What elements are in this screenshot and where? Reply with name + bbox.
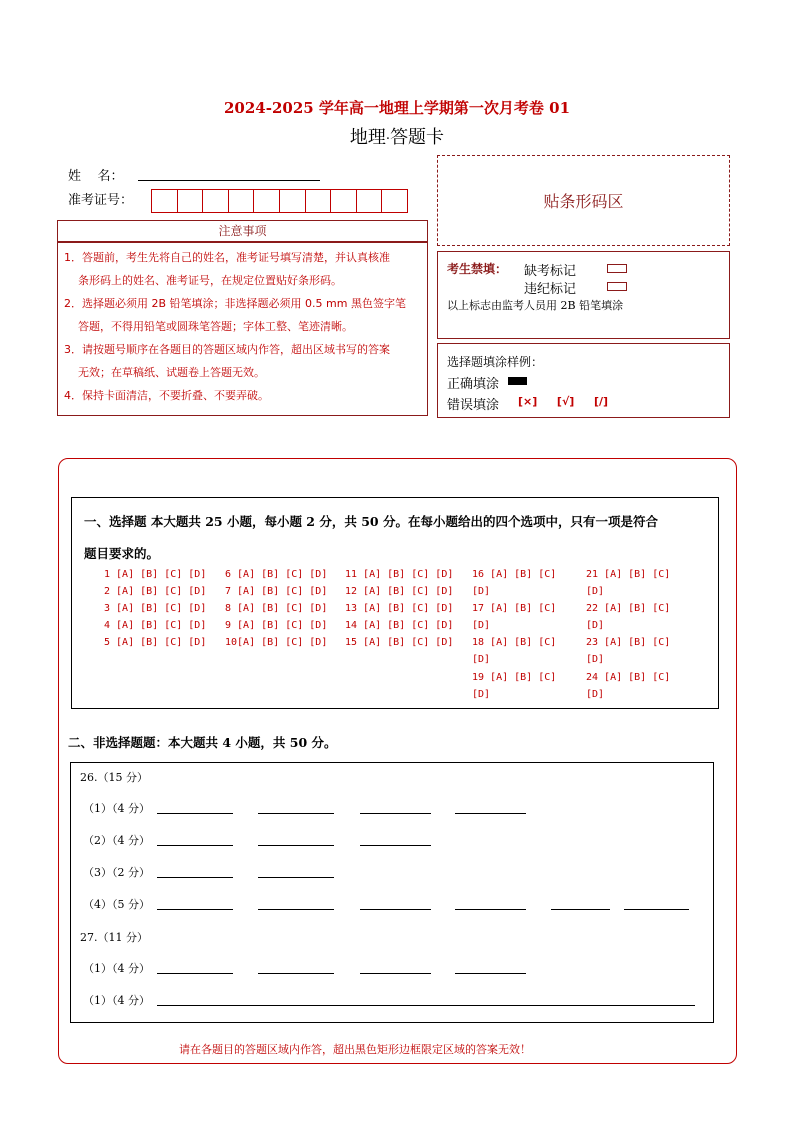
answer-blank[interactable] — [624, 909, 689, 910]
proctor-only-title: 考生禁填： — [447, 262, 508, 276]
mc-option-row[interactable]: 21 [A] [B] [C] — [586, 569, 671, 580]
mc-option-row[interactable]: 8 [A] [B] [C] [D] — [225, 603, 328, 614]
footer-warning: 请在各题目的答题区域内作答，超出黑色矩形边框限定区域的答案无效！ — [179, 1043, 531, 1056]
q26-part-label: （1）（4 分） — [83, 802, 150, 815]
non-choice-box — [70, 762, 714, 1023]
mc-option-d[interactable]: [D] — [586, 586, 605, 597]
mc-option-d[interactable]: [D] — [472, 586, 491, 597]
name-field[interactable] — [138, 180, 320, 181]
notice-line: 3．请按题号顺序在各题目的答题区域内作答，超出区域书写的答案 — [64, 343, 390, 356]
card-type-label: 答题卡 — [390, 127, 445, 148]
notice-line: 答题，不得用铅笔或圆珠笔答题；字体工整、笔迹清晰。 — [78, 320, 353, 333]
notice-line: 2．选择题必须用 2B 铅笔填涂；非选择题必须用 0.5 mm 黑色签字笔 — [64, 297, 406, 310]
wrong-fill-label: 错误填涂 — [447, 398, 500, 413]
q26-part-label: （2）（4 分） — [83, 834, 150, 847]
answer-blank[interactable] — [157, 877, 233, 878]
id-digit-box[interactable] — [229, 190, 255, 212]
answer-blank[interactable] — [455, 813, 526, 814]
q26-part-label: （3）（2 分） — [83, 866, 150, 879]
correct-fill-example — [508, 377, 527, 385]
id-digit-box[interactable] — [382, 190, 407, 212]
id-digit-box[interactable] — [280, 190, 306, 212]
mc-option-row[interactable]: 2 [A] [B] [C] [D] — [104, 586, 207, 597]
mc-option-d[interactable]: [D] — [586, 689, 605, 700]
mc-option-row[interactable]: 12 [A] [B] [C] [D] — [345, 586, 454, 597]
question-26-label: 26.（15 分） — [80, 771, 148, 784]
answer-blank[interactable] — [360, 845, 431, 846]
correct-fill-label: 正确填涂 — [447, 377, 500, 392]
q27-part-label: （1）（4 分） — [83, 962, 150, 975]
id-digit-box[interactable] — [254, 190, 280, 212]
subject-label: 地理 — [349, 127, 386, 148]
mc-option-row[interactable]: 10[A] [B] [C] [D] — [225, 637, 328, 648]
mc-option-row[interactable]: 14 [A] [B] [C] [D] — [345, 620, 454, 631]
answer-blank[interactable] — [157, 909, 233, 910]
mc-option-row[interactable]: 15 [A] [B] [C] [D] — [345, 637, 454, 648]
id-digit-box[interactable] — [331, 190, 357, 212]
mc-option-d[interactable]: [D] — [472, 620, 491, 631]
notice-box — [57, 242, 428, 416]
mc-heading-line: 一、选择题 本大题共 25 小题，每小题 2 分，共 50 分。在每小题给出的四个选项中，只有一项是符合 — [84, 514, 658, 529]
id-digit-box[interactable] — [203, 190, 229, 212]
exam-id-label: 准考证号： — [68, 193, 134, 208]
mc-option-row[interactable]: 6 [A] [B] [C] [D] — [225, 569, 328, 580]
q26-part-label: （4）（5 分） — [83, 898, 150, 911]
answer-blank[interactable] — [360, 973, 431, 974]
question-27-label: 27.（11 分） — [80, 931, 148, 944]
mc-option-row[interactable]: 5 [A] [B] [C] [D] — [104, 637, 207, 648]
mc-option-row[interactable]: 4 [A] [B] [C] [D] — [104, 620, 207, 631]
answer-blank[interactable] — [157, 973, 233, 974]
notice-line: 1．答题前，考生先将自己的姓名，准考证号填写清楚，并认真核准 — [64, 251, 390, 264]
mc-heading — [84, 506, 710, 570]
answer-blank[interactable] — [360, 813, 431, 814]
id-digit-box[interactable] — [178, 190, 204, 212]
subtitle-dot: · — [385, 132, 391, 147]
notice-line: 4．保持卡面清洁，不要折叠、不要弄破。 — [64, 389, 269, 402]
id-digit-box[interactable] — [152, 190, 178, 212]
answer-blank[interactable] — [258, 973, 334, 974]
answer-blank[interactable] — [258, 845, 334, 846]
mc-option-d[interactable]: [D] — [472, 654, 491, 665]
fill-sample-title: 选择题填涂样例： — [447, 355, 544, 369]
notice-heading: 注意事项 — [57, 220, 428, 242]
mc-option-d[interactable]: [D] — [586, 654, 605, 665]
answer-blank[interactable] — [157, 845, 233, 846]
answer-blank[interactable] — [455, 909, 526, 910]
mc-option-row[interactable]: 13 [A] [B] [C] [D] — [345, 603, 454, 614]
answer-blank[interactable] — [258, 909, 334, 910]
mc-option-row[interactable]: 9 [A] [B] [C] [D] — [225, 620, 328, 631]
answer-blank[interactable] — [157, 813, 233, 814]
wrong-fill-examples: [×] [√] [/] — [518, 395, 609, 408]
fill-sample-box — [437, 343, 730, 418]
id-digit-box[interactable] — [357, 190, 383, 212]
absent-label: 缺考标记 — [524, 264, 577, 279]
mc-option-row[interactable]: 18 [A] [B] [C] — [472, 637, 557, 648]
mc-option-row[interactable]: 17 [A] [B] [C] — [472, 603, 557, 614]
mc-option-row[interactable]: 11 [A] [B] [C] [D] — [345, 569, 454, 580]
mc-option-row[interactable]: 7 [A] [B] [C] [D] — [225, 586, 328, 597]
non-choice-heading: 二、非选择题题：本大题共 4 小题，共 50 分。 — [68, 735, 337, 750]
exam-title: 2024-2025 学年高一地理上学期第一次月考卷 01 — [223, 99, 571, 117]
mc-option-row[interactable]: 1 [A] [B] [C] [D] — [104, 569, 207, 580]
absent-mark-box[interactable] — [607, 264, 627, 273]
exam-id-boxes[interactable] — [151, 189, 408, 213]
mc-option-row[interactable]: 19 [A] [B] [C] — [472, 672, 557, 683]
proctor-only-box — [437, 251, 730, 339]
answer-blank[interactable] — [455, 973, 526, 974]
q27-part-label: （1）（4 分） — [83, 994, 150, 1007]
violation-mark-box[interactable] — [607, 282, 627, 291]
notice-line: 无效；在草稿纸、试题卷上答题无效。 — [78, 366, 265, 379]
violation-label: 违纪标记 — [524, 282, 577, 297]
id-digit-box[interactable] — [306, 190, 332, 212]
answer-blank[interactable] — [258, 877, 334, 878]
mc-option-row[interactable]: 23 [A] [B] [C] — [586, 637, 671, 648]
mc-heading-line: 题目要求的。 — [84, 546, 160, 561]
answer-blank[interactable] — [258, 813, 334, 814]
mc-option-row[interactable]: 24 [A] [B] [C] — [586, 672, 671, 683]
mc-option-d[interactable]: [D] — [472, 689, 491, 700]
proctor-note: 以上标志由监考人员用 2B 铅笔填涂 — [447, 299, 624, 312]
mc-option-row[interactable]: 16 [A] [B] [C] — [472, 569, 557, 580]
multiple-choice-box — [71, 497, 719, 709]
mc-option-row[interactable]: 22 [A] [B] [C] — [586, 603, 671, 614]
answer-blank[interactable] — [360, 909, 431, 910]
answer-blank[interactable] — [157, 1005, 695, 1006]
answer-blank[interactable] — [551, 909, 610, 910]
name-label: 姓 名： — [68, 169, 124, 184]
mc-option-d[interactable]: [D] — [586, 620, 605, 631]
barcode-area: 贴条形码区 — [437, 155, 730, 246]
notice-line: 条形码上的姓名、准考证号，在规定位置贴好条形码。 — [78, 274, 342, 287]
card-subtitle — [0, 123, 794, 149]
mc-option-row[interactable]: 3 [A] [B] [C] [D] — [104, 603, 207, 614]
